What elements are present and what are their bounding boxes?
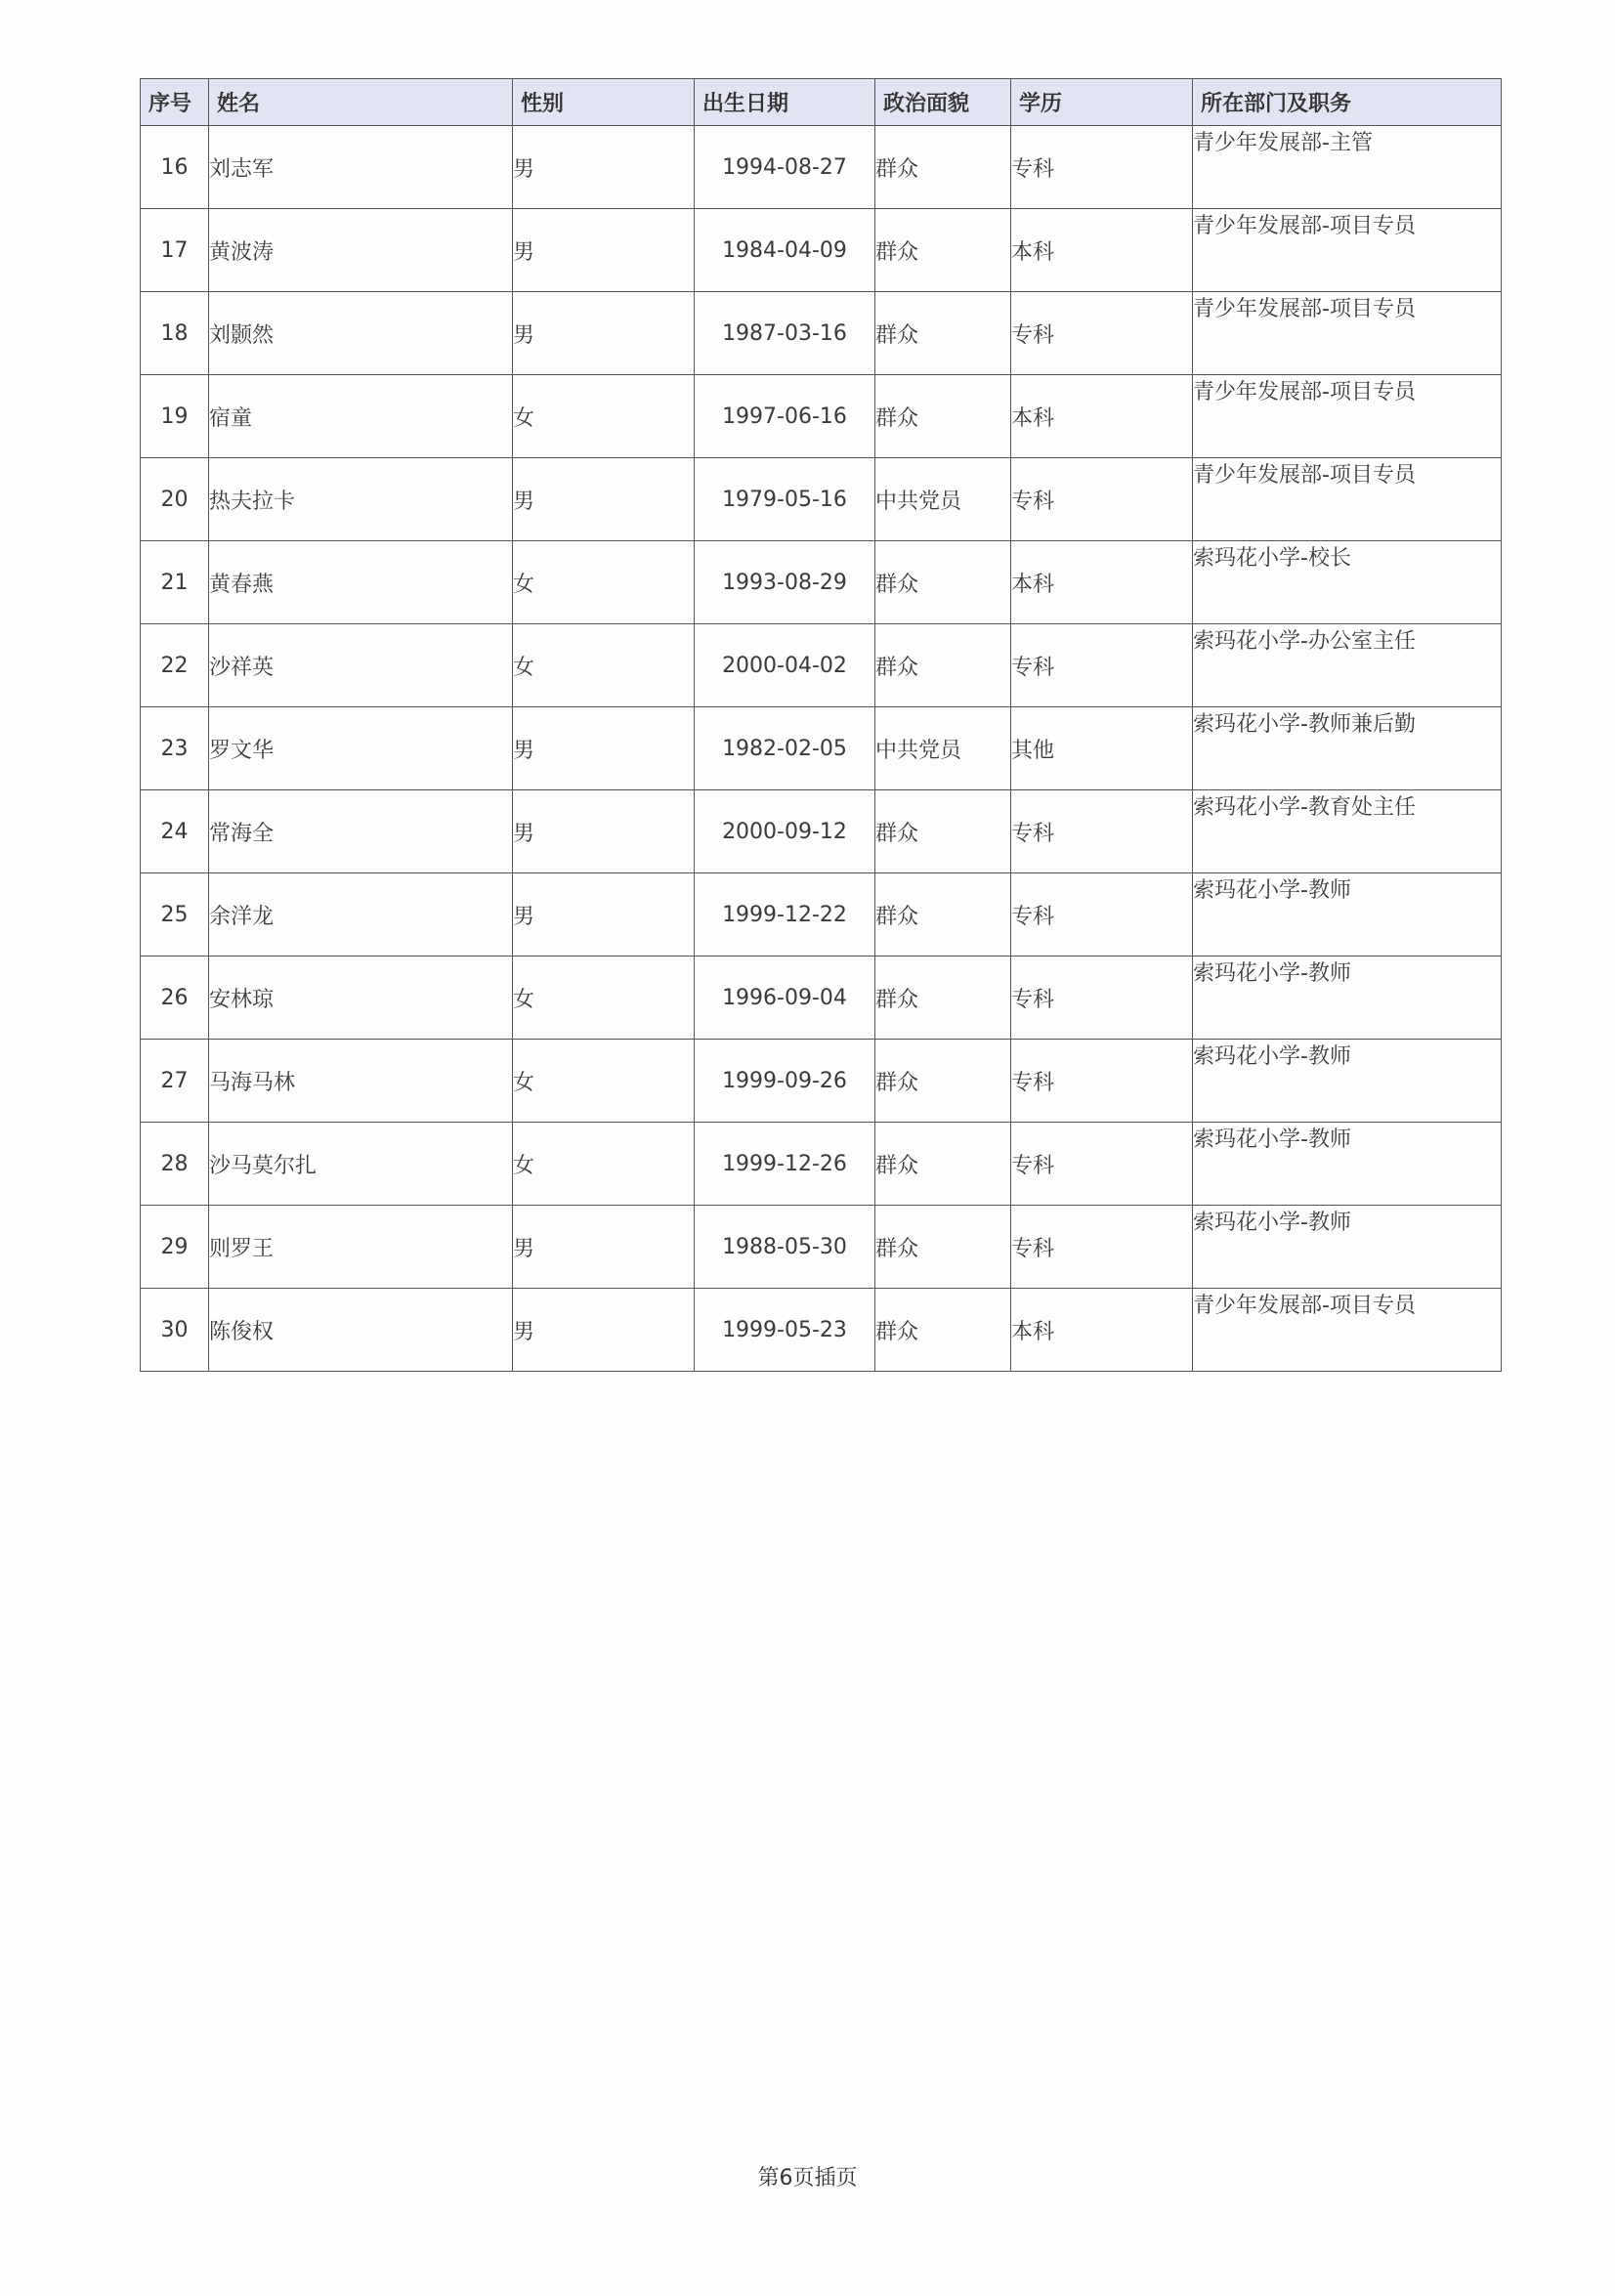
cell-sex: 女 [513, 624, 695, 707]
cell-no: 26 [141, 957, 209, 1040]
cell-dept: 青少年发展部-项目专员 [1193, 458, 1502, 541]
table-row [141, 458, 1502, 541]
cell-sex: 女 [513, 375, 695, 458]
cell-name: 热夫拉卡 [209, 458, 513, 541]
cell-dept: 索玛花小学-教师 [1193, 1040, 1502, 1123]
cell-sex: 女 [513, 541, 695, 624]
cell-dept: 青少年发展部-项目专员 [1193, 292, 1502, 375]
cell-dept: 索玛花小学-教师 [1193, 1206, 1502, 1289]
cell-dept: 索玛花小学-办公室主任 [1193, 624, 1502, 707]
cell-sex: 女 [513, 1040, 695, 1123]
table-row [141, 541, 1502, 624]
cell-political: 群众 [875, 541, 1011, 624]
cell-political: 群众 [875, 375, 1011, 458]
cell-political: 群众 [875, 1123, 1011, 1206]
cell-education: 专科 [1011, 126, 1193, 209]
header-no: 序号 [141, 79, 209, 126]
cell-no: 17 [141, 209, 209, 292]
cell-education: 专科 [1011, 458, 1193, 541]
cell-dob: 1999-12-22 [695, 873, 875, 957]
cell-political: 群众 [875, 957, 1011, 1040]
cell-dob: 1997-06-16 [695, 375, 875, 458]
cell-no: 24 [141, 790, 209, 873]
cell-no: 28 [141, 1123, 209, 1206]
cell-dept: 青少年发展部-项目专员 [1193, 1289, 1502, 1372]
cell-dob: 1988-05-30 [695, 1206, 875, 1289]
cell-dob: 2000-04-02 [695, 624, 875, 707]
cell-dept: 青少年发展部-项目专员 [1193, 375, 1502, 458]
cell-name: 则罗王 [209, 1206, 513, 1289]
cell-no: 18 [141, 292, 209, 375]
cell-dept: 青少年发展部-主管 [1193, 126, 1502, 209]
cell-no: 20 [141, 458, 209, 541]
cell-dob: 1999-05-23 [695, 1289, 875, 1372]
cell-political: 中共党员 [875, 458, 1011, 541]
table-row [141, 375, 1502, 458]
cell-dob: 1993-08-29 [695, 541, 875, 624]
table-row [141, 873, 1502, 957]
table-row [141, 209, 1502, 292]
cell-no: 29 [141, 1206, 209, 1289]
cell-education: 本科 [1011, 1289, 1193, 1372]
cell-education: 其他 [1011, 707, 1193, 790]
cell-dob: 1994-08-27 [695, 126, 875, 209]
cell-name: 常海全 [209, 790, 513, 873]
table-row [141, 1040, 1502, 1123]
cell-dob: 1996-09-04 [695, 957, 875, 1040]
cell-education: 专科 [1011, 957, 1193, 1040]
cell-no: 23 [141, 707, 209, 790]
cell-name: 沙马莫尔扎 [209, 1123, 513, 1206]
header-dob: 出生日期 [695, 79, 875, 126]
cell-dob: 2000-09-12 [695, 790, 875, 873]
table-row [141, 1206, 1502, 1289]
cell-dept: 索玛花小学-教师兼后勤 [1193, 707, 1502, 790]
cell-name: 刘志军 [209, 126, 513, 209]
cell-name: 安林琼 [209, 957, 513, 1040]
cell-political: 群众 [875, 1040, 1011, 1123]
cell-dob: 1984-04-09 [695, 209, 875, 292]
cell-political: 群众 [875, 209, 1011, 292]
cell-dob: 1979-05-16 [695, 458, 875, 541]
cell-dept: 索玛花小学-教师 [1193, 957, 1502, 1040]
cell-no: 27 [141, 1040, 209, 1123]
cell-dob: 1999-09-26 [695, 1040, 875, 1123]
cell-no: 21 [141, 541, 209, 624]
cell-political: 群众 [875, 790, 1011, 873]
cell-sex: 男 [513, 292, 695, 375]
cell-education: 专科 [1011, 1123, 1193, 1206]
cell-name: 沙祥英 [209, 624, 513, 707]
cell-dob: 1987-03-16 [695, 292, 875, 375]
cell-education: 本科 [1011, 209, 1193, 292]
cell-education: 专科 [1011, 1206, 1193, 1289]
cell-political: 群众 [875, 1206, 1011, 1289]
cell-sex: 男 [513, 790, 695, 873]
cell-sex: 男 [513, 873, 695, 957]
cell-sex: 女 [513, 957, 695, 1040]
cell-sex: 男 [513, 458, 695, 541]
cell-education: 专科 [1011, 790, 1193, 873]
header-education: 学历 [1011, 79, 1193, 126]
table-row [141, 292, 1502, 375]
cell-name: 陈俊权 [209, 1289, 513, 1372]
cell-education: 本科 [1011, 375, 1193, 458]
cell-political: 群众 [875, 1289, 1011, 1372]
table-row [141, 957, 1502, 1040]
cell-no: 16 [141, 126, 209, 209]
cell-no: 19 [141, 375, 209, 458]
cell-political: 群众 [875, 126, 1011, 209]
cell-political: 群众 [875, 873, 1011, 957]
cell-dept: 索玛花小学-教师 [1193, 873, 1502, 957]
cell-no: 30 [141, 1289, 209, 1372]
cell-dept: 索玛花小学-校长 [1193, 541, 1502, 624]
cell-name: 宿童 [209, 375, 513, 458]
cell-name: 马海马林 [209, 1040, 513, 1123]
cell-political: 中共党员 [875, 707, 1011, 790]
cell-no: 22 [141, 624, 209, 707]
table-header-row [141, 79, 1502, 126]
cell-name: 黄春燕 [209, 541, 513, 624]
cell-sex: 男 [513, 707, 695, 790]
table-row [141, 1123, 1502, 1206]
cell-name: 黄波涛 [209, 209, 513, 292]
cell-name: 余洋龙 [209, 873, 513, 957]
table-row [141, 624, 1502, 707]
cell-sex: 男 [513, 1289, 695, 1372]
table-row [141, 1289, 1502, 1372]
cell-name: 刘颢然 [209, 292, 513, 375]
cell-dob: 1982-02-05 [695, 707, 875, 790]
cell-no: 25 [141, 873, 209, 957]
cell-education: 专科 [1011, 873, 1193, 957]
cell-dept: 索玛花小学-教育处主任 [1193, 790, 1502, 873]
cell-dept: 青少年发展部-项目专员 [1193, 209, 1502, 292]
cell-education: 专科 [1011, 1040, 1193, 1123]
cell-education: 专科 [1011, 624, 1193, 707]
cell-name: 罗文华 [209, 707, 513, 790]
cell-education: 本科 [1011, 541, 1193, 624]
cell-sex: 女 [513, 1123, 695, 1206]
header-sex: 性别 [513, 79, 695, 126]
table-row [141, 707, 1502, 790]
cell-education: 专科 [1011, 292, 1193, 375]
header-political: 政治面貌 [875, 79, 1011, 126]
staff-roster-table [140, 78, 1502, 1372]
header-name: 姓名 [209, 79, 513, 126]
cell-sex: 男 [513, 1206, 695, 1289]
table-row [141, 126, 1502, 209]
cell-sex: 男 [513, 209, 695, 292]
cell-sex: 男 [513, 126, 695, 209]
header-dept: 所在部门及职务 [1193, 79, 1502, 126]
cell-political: 群众 [875, 624, 1011, 707]
cell-political: 群众 [875, 292, 1011, 375]
cell-dept: 索玛花小学-教师 [1193, 1123, 1502, 1206]
table-row [141, 790, 1502, 873]
cell-dob: 1999-12-26 [695, 1123, 875, 1206]
page-footer: 第6页插页 [757, 2166, 858, 2190]
